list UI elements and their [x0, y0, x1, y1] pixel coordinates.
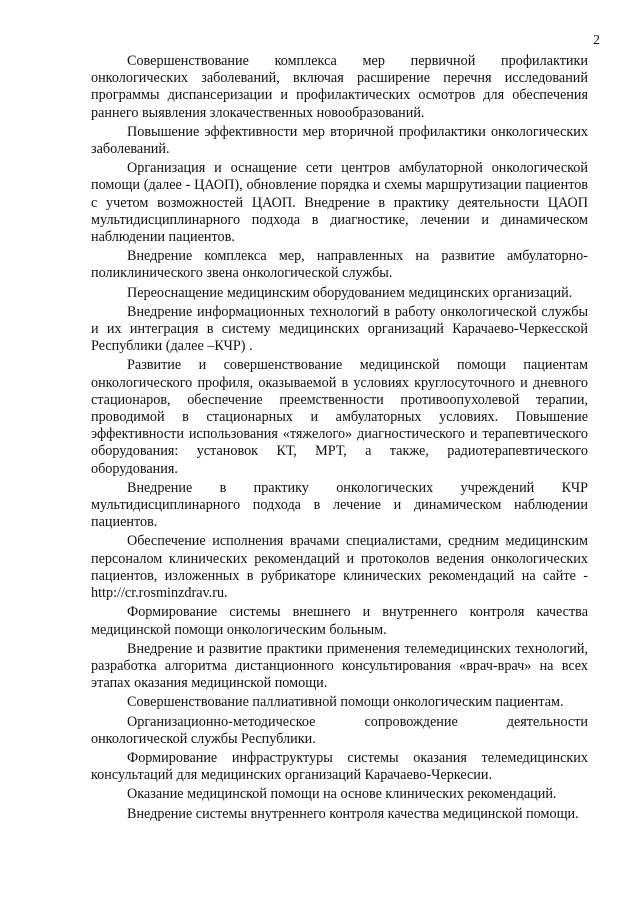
paragraph-quality-control-system: Формирование системы внешнего и внутреннего контроля качества медицинской помощи онкологическим больным. — [91, 604, 588, 638]
paragraph-palliative-care: Совершенствование паллиативной помощи онкологическим пациентам. — [127, 694, 564, 711]
paragraph-outpatient-development: Внедрение комплекса мер, направленных на развитие амбулаторно-поликлинического звена онкологической службы. — [91, 248, 588, 282]
paragraph-telemedicine-infrastructure: Формирование инфраструктуры системы оказания телемедицинских консультаций для медицинских организаций Карачаево-Черкесии. — [91, 749, 588, 784]
paragraph-clinical-guidelines: Обеспечение исполнения врачами специалистами, средним медицинским персоналом клинических рекомендаций и протоколов ведения онкологических пациентов, изложенных в рубрикаторе клинических рекомендаций на сайте -http://cr.rosminzdrav.ru. — [91, 533, 588, 602]
page-number: 2 — [593, 33, 600, 48]
paragraph-telemedicine-practice: Внедрение и развитие практики применения телемедицинских технологий, разработка алгоритма дистанционного консультирования «врач-врач» на всех этапах оказания медицинской помощи. — [91, 640, 588, 692]
paragraph-it-integration: Внедрение информационных технологий в работу онкологической службы и их интеграция в систему медицинских организаций Карачаево-Черкесской Республики (далее –КЧР) . — [91, 303, 588, 355]
paragraph-multidisciplinary-approach: Внедрение в практику онкологических учреждений КЧР мультидисциплинарного подхода в лечение и динамическом наблюдении пациентов. — [91, 479, 588, 531]
paragraph-secondary-prevention: Повышение эффективности мер вторичной профилактики онкологических заболеваний. — [91, 123, 588, 158]
paragraph-clinical-recommendations-care: Оказание медицинской помощи на основе клинических рекомендаций. — [127, 786, 557, 803]
paragraph-inpatient-care: Развитие и совершенствование медицинской помощи пациентам онкологического профиля, оказываемой в условиях круглосуточного и дневного стационаров, обеспечение преемственности противоопухолевой терапии, проводимой в стационарных и амбулаторных условиях. Повышение эффективности использования «тяжелого» диагностического и терапевтического оборудования: установок КТ, МРТ, а также, радиотерапевтического оборудования. — [91, 357, 588, 477]
paragraph-methodological-support: Организационно-методическое сопровождение деятельности онкологической службы Республики. — [91, 713, 588, 747]
paragraph-primary-prevention: Совершенствование комплекса мер первичной профилактики онкологических заболеваний, включая расширение перечня исследований программы диспансеризации и профилактических осмотров для обеспечения раннего выявления злокачественных новообразований. — [91, 53, 588, 121]
paragraph-internal-quality-control: Внедрение системы внутреннего контроля качества медицинской помощи. — [127, 805, 579, 822]
paragraph-caop-network: Организация и оснащение сети центров амбулаторной онкологической помощи (далее - ЦАОП), обновление порядка и схемы маршрутизации пациентов с учетом возможностей ЦАОП. Внедрение в практику деятельности ЦАОП мультидисциплинарного подхода в диагностике, лечении и динамическом наблюдении пациентов. — [91, 160, 588, 246]
document-body — [91, 53, 588, 823]
paragraph-re-equipment: Переоснащение медицинским оборудованием медицинских организаций. — [127, 284, 573, 301]
